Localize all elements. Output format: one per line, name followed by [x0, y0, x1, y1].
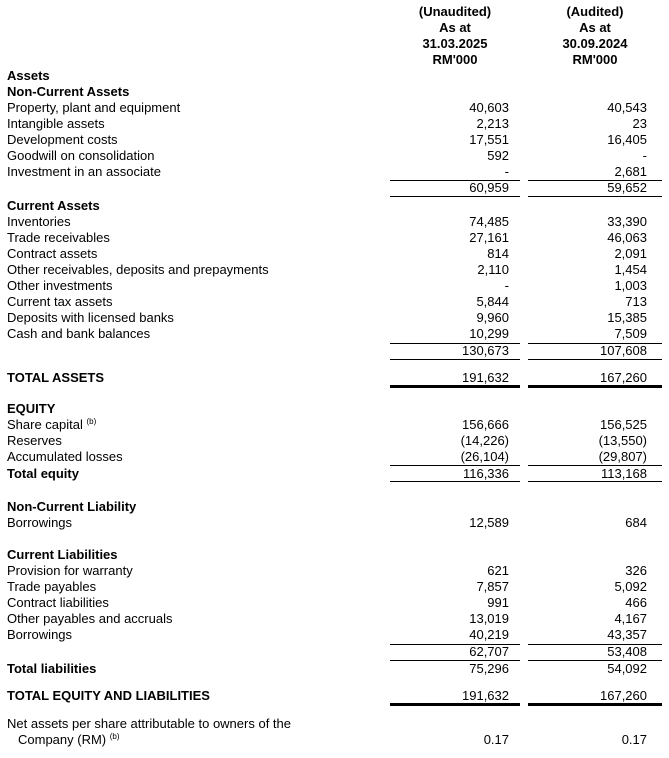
value-audited: 54,092 [607, 661, 647, 676]
subtotal-rule [528, 481, 662, 482]
subtotal-rule [390, 343, 520, 344]
header-line: As at [579, 20, 611, 35]
row-label-text: Investment in an associate [7, 164, 161, 179]
value-unaudited: 74,485 [469, 214, 509, 229]
table-row [0, 310, 669, 326]
value-audited: 2,091 [614, 246, 647, 261]
value-audited: 107,608 [600, 343, 647, 358]
table-row [0, 401, 669, 417]
value-audited: 46,063 [607, 230, 647, 245]
subtotal-rule [528, 644, 662, 645]
value-audited: 16,405 [607, 132, 647, 147]
table-row [0, 499, 669, 515]
value-audited: 33,390 [607, 214, 647, 229]
row-label [7, 611, 172, 627]
total-rule [528, 385, 662, 388]
value-unaudited: 9,960 [476, 310, 509, 325]
row-label [7, 563, 133, 579]
table-row [0, 595, 669, 611]
value-audited: 1,454 [614, 262, 647, 277]
row-label [7, 417, 96, 433]
row-label-text: Trade receivables [7, 230, 110, 245]
value-unaudited: 621 [487, 563, 509, 578]
row-label-text: Provision for warranty [7, 563, 133, 578]
row-label [7, 401, 55, 417]
value-unaudited: 60,959 [469, 180, 509, 195]
row-label-text: Net assets per share attributable to owners of the [7, 716, 291, 731]
row-label [7, 449, 123, 465]
table-row [0, 214, 669, 230]
table-row [0, 433, 669, 449]
table-row [0, 180, 669, 196]
value-audited: 713 [625, 294, 647, 309]
subtotal-rule [528, 343, 662, 344]
value-audited: 167,260 [600, 688, 647, 703]
table-row [0, 547, 669, 563]
table-row [0, 294, 669, 310]
row-label-text: Contract assets [7, 246, 98, 261]
header-line: 30.09.2024 [562, 36, 628, 51]
subtotal-rule [528, 196, 662, 197]
header-line: 31.03.2025 [422, 36, 488, 51]
row-label [7, 579, 96, 595]
row-label [7, 230, 110, 246]
table-row [0, 644, 669, 660]
row-label-text: Current Liabilities [7, 547, 118, 562]
table-row [0, 68, 669, 84]
row-label [7, 370, 104, 386]
value-audited: 113,168 [600, 466, 647, 481]
row-label [7, 132, 118, 148]
total-rule [390, 385, 520, 388]
header-line: (Unaudited) [418, 4, 492, 19]
table-row [0, 84, 669, 100]
row-label [7, 198, 100, 214]
row-label [7, 433, 62, 449]
row-label-text: Other payables and accruals [7, 611, 173, 626]
value-audited: 59,652 [607, 180, 647, 195]
subtotal-rule [390, 644, 520, 645]
value-audited: 0.17 [621, 732, 647, 747]
row-label [7, 278, 113, 294]
total-rule [390, 703, 520, 706]
value-audited: 156,525 [600, 417, 647, 432]
row-label-text: Contract liabilities [7, 595, 109, 610]
value-audited: 53,408 [607, 644, 647, 659]
table-row [0, 579, 669, 595]
value-unaudited: 27,161 [469, 230, 509, 245]
subtotal-rule [528, 359, 662, 360]
row-label-text: Property, plant and equipment [7, 100, 181, 115]
subtotal-rule [390, 196, 520, 197]
table-row [0, 370, 669, 386]
row-label-text: Goodwill on consolidation [7, 148, 155, 163]
header-line: As at [439, 20, 471, 35]
value-audited: 4,167 [614, 611, 647, 626]
table-row [0, 148, 669, 164]
header-line: RM'000 [572, 52, 618, 67]
subtotal-rule [390, 180, 520, 181]
value-unaudited: 2,213 [476, 116, 509, 131]
row-label [7, 310, 174, 326]
row-label-text: Current tax assets [7, 294, 113, 309]
table-row [0, 262, 669, 278]
row-label [7, 164, 161, 180]
value-unaudited: 191,632 [462, 688, 509, 703]
value-unaudited: 40,603 [469, 100, 509, 115]
table-row [0, 198, 669, 214]
table-row [0, 278, 669, 294]
table-row [0, 326, 669, 342]
table-row [0, 417, 669, 433]
row-label-text: Intangible assets [7, 116, 105, 131]
total-rule [528, 703, 662, 706]
subtotal-rule [390, 465, 520, 466]
column-header-audited [530, 4, 660, 68]
table-row [0, 661, 669, 677]
value-unaudited: 40,219 [469, 627, 509, 642]
row-label [7, 246, 97, 262]
row-label-text: Deposits with licensed banks [7, 310, 174, 325]
row-label [7, 595, 109, 611]
table-row [0, 132, 669, 148]
value-unaudited: 2,110 [477, 262, 509, 277]
subtotal-rule [528, 660, 662, 661]
table-row [0, 230, 669, 246]
row-label [7, 326, 150, 342]
row-label [7, 627, 72, 643]
row-label-text: TOTAL EQUITY AND LIABILITIES [7, 688, 210, 703]
row-label [7, 294, 113, 310]
value-audited: - [642, 148, 647, 163]
value-unaudited: 62,707 [469, 644, 509, 659]
row-label [7, 84, 129, 100]
value-unaudited: 191,632 [462, 370, 509, 385]
table-row [0, 116, 669, 132]
value-unaudited: (14,226) [460, 433, 509, 448]
row-label-text: Inventories [7, 214, 71, 229]
value-audited: 2,681 [614, 164, 647, 179]
row-label [18, 732, 120, 748]
value-audited: (29,807) [598, 449, 647, 464]
row-label-text: Other investments [7, 278, 113, 293]
row-label-text: Non-Current Liability [7, 499, 137, 514]
table-row [0, 563, 669, 579]
row-label-text: Other receivables, deposits and prepayments [7, 262, 269, 277]
row-label [7, 148, 154, 164]
row-label [7, 547, 118, 563]
value-audited: 466 [625, 595, 647, 610]
value-unaudited: 991 [487, 595, 509, 610]
value-audited: 1,003 [614, 278, 647, 293]
value-unaudited: - [504, 164, 509, 179]
value-unaudited: 12,589 [469, 515, 509, 530]
row-label [7, 100, 180, 116]
row-label-text: Company (RM) [18, 732, 107, 747]
value-audited: 23 [632, 116, 647, 131]
row-label-text: Reserves [7, 433, 62, 448]
value-unaudited: 0.17 [483, 732, 509, 747]
header-line: (Audited) [566, 4, 624, 19]
value-unaudited: 10,299 [469, 326, 509, 341]
value-unaudited: 75,296 [469, 661, 509, 676]
row-label [7, 466, 79, 482]
row-label-text: Cash and bank balances [7, 326, 151, 341]
row-label [7, 688, 210, 704]
value-audited: 43,357 [607, 627, 647, 642]
table-row [0, 611, 669, 627]
subtotal-rule [390, 481, 520, 482]
table-row [0, 246, 669, 262]
row-label [7, 262, 269, 278]
row-label-text: Current Assets [7, 198, 100, 213]
header-line: RM'000 [432, 52, 478, 67]
value-audited: 326 [625, 563, 647, 578]
value-unaudited: 5,844 [476, 294, 509, 309]
value-audited: 15,385 [607, 310, 647, 325]
table-row [0, 100, 669, 116]
column-header-unaudited [390, 4, 520, 68]
table-row [0, 716, 669, 732]
table-row [0, 164, 669, 180]
table-row [0, 732, 669, 748]
row-label-text: Accumulated losses [7, 449, 123, 464]
table-row [0, 688, 669, 704]
row-label-text: EQUITY [7, 401, 56, 416]
table-row [0, 627, 669, 643]
row-label-text: Trade payables [7, 579, 97, 594]
value-audited: (13,550) [598, 433, 647, 448]
footnote-marker: (b) [86, 417, 97, 426]
row-label-text: Total equity [7, 466, 79, 481]
value-audited: 167,260 [600, 370, 647, 385]
row-label [7, 661, 96, 677]
row-label-text: TOTAL ASSETS [7, 370, 105, 385]
subtotal-rule [528, 465, 662, 466]
value-unaudited: 116,336 [462, 466, 509, 481]
row-label-text: Borrowings [7, 627, 73, 642]
value-audited: 5,092 [614, 579, 647, 594]
table-row [0, 449, 669, 465]
value-unaudited: - [504, 278, 509, 293]
row-label [7, 499, 136, 515]
footnote-marker: (b) [109, 732, 120, 741]
value-unaudited: 156,666 [462, 417, 509, 432]
value-unaudited: 814 [487, 246, 509, 261]
row-label-text: Borrowings [7, 515, 73, 530]
row-label-text: Development costs [7, 132, 118, 147]
value-unaudited: 130,673 [462, 343, 509, 358]
table-row [0, 343, 669, 359]
row-label [7, 515, 72, 531]
row-label [7, 214, 71, 230]
value-unaudited: 17,551 [469, 132, 509, 147]
value-unaudited: 7,857 [476, 579, 509, 594]
table-row [0, 466, 669, 482]
value-unaudited: 592 [487, 148, 509, 163]
row-label [7, 116, 105, 132]
value-unaudited: 13,019 [469, 611, 509, 626]
value-audited: 40,543 [607, 100, 647, 115]
subtotal-rule [390, 660, 520, 661]
subtotal-rule [390, 359, 520, 360]
row-label [7, 68, 50, 84]
row-label-text: Share capital [7, 417, 83, 432]
subtotal-rule [528, 180, 662, 181]
value-audited: 7,509 [614, 326, 647, 341]
value-unaudited: (26,104) [460, 449, 509, 464]
table-row [0, 515, 669, 531]
row-label-text: Non-Current Assets [7, 84, 130, 99]
value-audited: 684 [625, 515, 647, 530]
row-label [7, 716, 291, 732]
row-label-text: Assets [7, 68, 50, 83]
row-label-text: Total liabilities [7, 661, 97, 676]
